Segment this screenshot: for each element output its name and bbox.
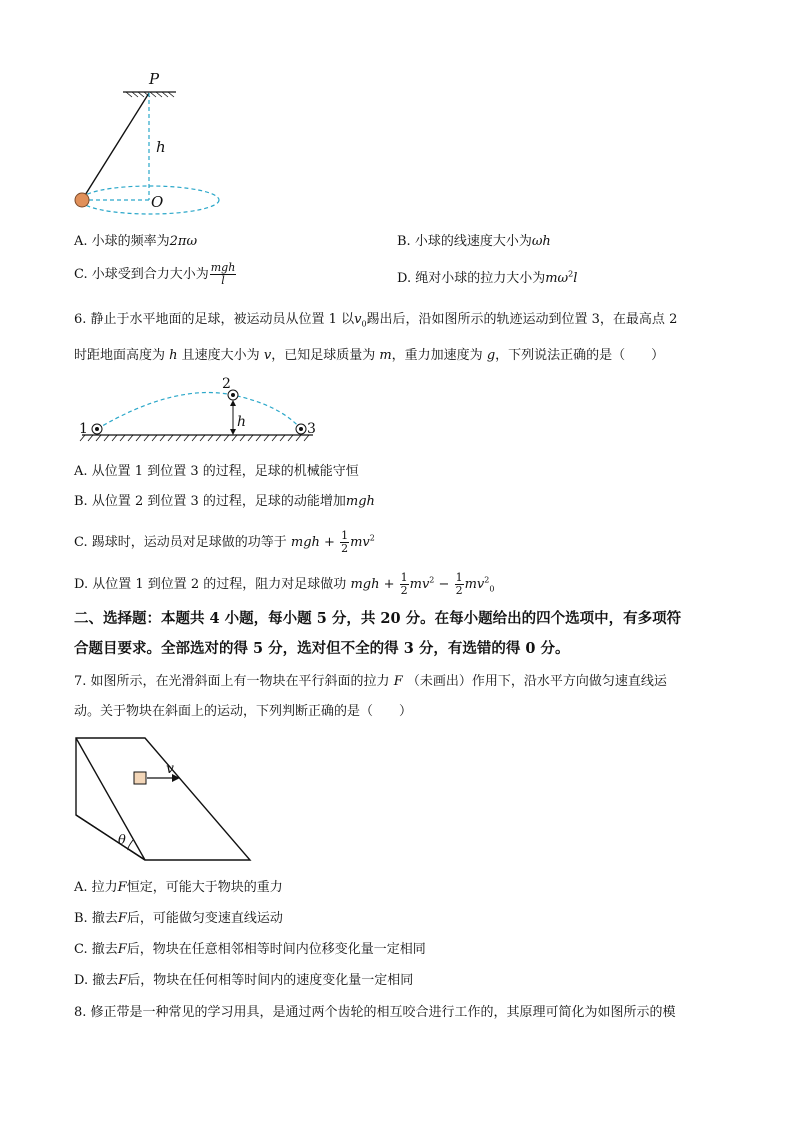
label-theta: θ (118, 833, 126, 848)
ball (75, 193, 89, 207)
q6-stem-line2: 时距地面高度为 h 且速度大小为 v，已知足球质量为 m，重力加速度为 g，下列说法正确的是（ ） (74, 348, 665, 363)
q5-option-d: D. 绳对小球的拉力大小为$m\omega^2l$ (397, 269, 578, 286)
label-1: 1 (79, 421, 88, 437)
label-v: v (166, 761, 174, 777)
q6-option-b: B. 从位置 2 到位置 3 的过程，足球的动能增加mgh (74, 494, 375, 509)
pendulum-string (82, 93, 149, 200)
q5-option-a: A. 小球的频率为2πω (74, 234, 198, 249)
section-heading-line2: 合题目要求。全部选对的得 5 分，选对但不全的得 3 分，有选错的得 0 分。 (74, 640, 570, 657)
q6-option-a: A. 从位置 1 到位置 3 的过程，足球的机械能守恒 (74, 464, 359, 479)
fraction: $\frac{\text{mgh}}{l}$ (210, 261, 236, 287)
q7-option-b: B. 撤去F后，可能做匀变速直线运动 (74, 911, 283, 926)
block (134, 772, 146, 784)
q5-option-c: C. 小球受到合力大小为 $\frac{\text{mgh}}{l}$ (74, 261, 236, 287)
q7-stem-line1: 7. 如图所示，在光滑斜面上有一物块在平行斜面的拉力 F （未画出）作用下，沿水平方向做匀速直线运 (74, 674, 667, 689)
conical-pendulum-figure (60, 60, 230, 220)
q7-option-d: D. 撤去F后，物块在任何相等时间内的速度变化量一定相同 (74, 973, 414, 988)
q7-option-c: C. 撤去F后，物块在任意相邻相等时间内位移变化量一定相同 (74, 942, 426, 957)
fraction: $\frac{1}{2}$ (400, 571, 408, 597)
height-arrow-top (230, 400, 236, 406)
label-h: h (237, 414, 247, 430)
label-3: 3 (307, 421, 316, 437)
q6-option-c: C. 踢球时，运动员对足球做的功等于 mgh + $\frac{1}{2}$ $mv^2$ (74, 529, 375, 555)
fraction: $\frac{1}{2}$ (455, 571, 463, 597)
trajectory-curve (97, 393, 301, 429)
ball-position-3 (296, 424, 306, 434)
label-p: P (149, 70, 160, 88)
section-heading-line1: 二、选择题：本题共 4 小题，每小题 5 分，共 20 分。在每小题给出的四个选项中，有多项符 (74, 610, 682, 627)
ball-position-1 (92, 424, 102, 434)
label-2: 2 (222, 376, 231, 392)
q6-option-d: D. 从位置 1 到位置 2 的过程，阻力对足球做功 mgh + $\frac{1}{2}$ $mv^2$ − $\frac{1}{2}$ $mv^2_0$ (74, 571, 495, 597)
q5-option-b: B. 小球的线速度大小为ωh (397, 234, 551, 249)
height-arrow-bottom (230, 429, 236, 435)
incline-body (76, 738, 250, 860)
football-trajectory-figure (75, 373, 325, 445)
label-h: h (156, 138, 166, 156)
q7-option-a: A. 拉力F恒定，可能大于物块的重力 (74, 880, 283, 895)
label-o: O (151, 193, 164, 211)
incline-figure (70, 730, 260, 865)
q6-stem-line1: 6. 静止于水平地面的足球，被运动员从位置 1 以$v_0$踢出后，沿如图所示的轨迹运动到位置 3，在最高点 2 (74, 312, 678, 329)
circular-path (81, 186, 219, 214)
q7-stem-line2: 动。关于物块在斜面上的运动，下列判断正确的是（ ） (74, 704, 413, 719)
fraction: $\frac{1}{2}$ (341, 529, 349, 555)
q8-stem-line1: 8. 修正带是一种常见的学习用具，是通过两个齿轮的相互咬合进行工作的，其原理可简化为如图所示的模 (74, 1005, 676, 1020)
